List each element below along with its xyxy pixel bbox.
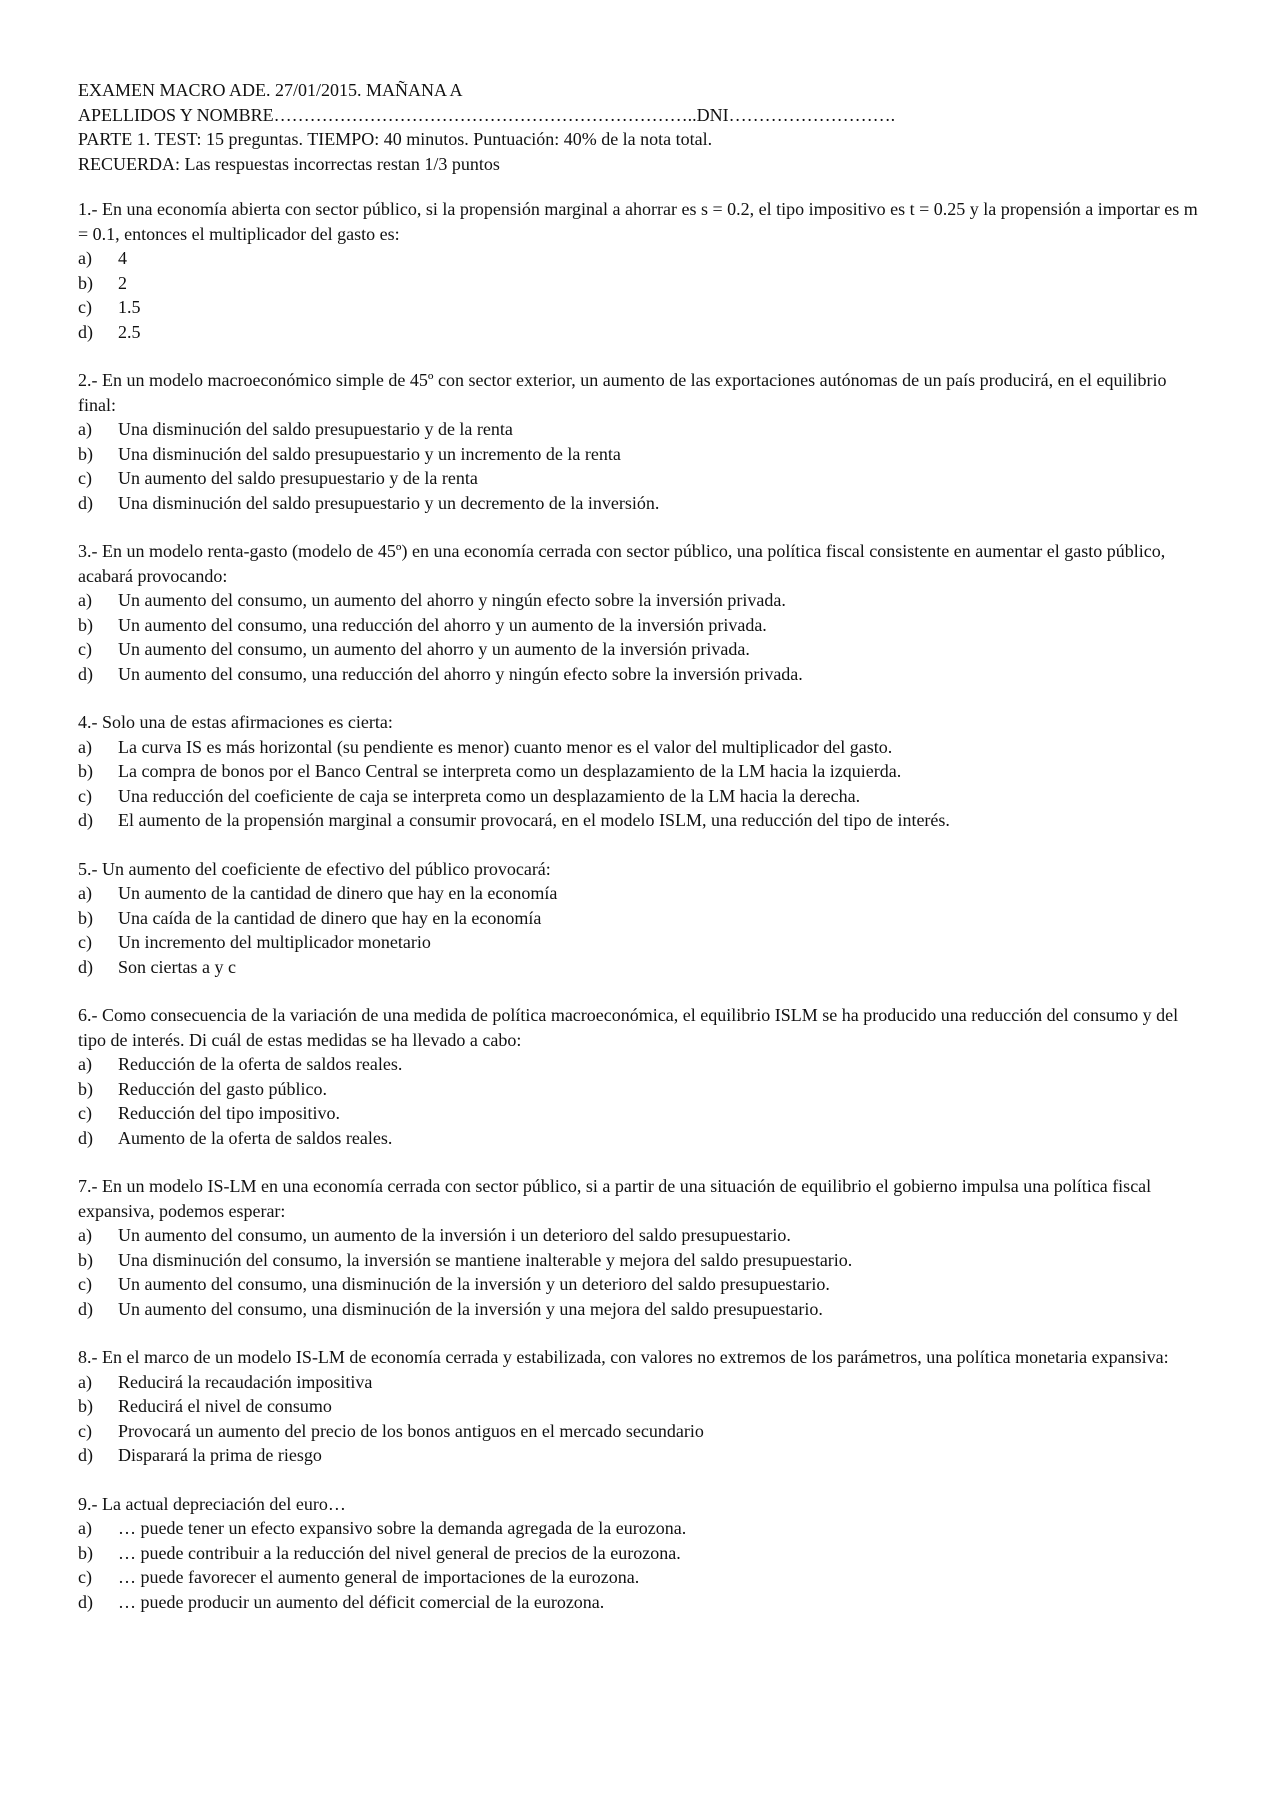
- question-text: 2.- En un modelo macroeconómico simple de 45º con sector exterior, un aumento de las exportaciones autónomas de un país producirá, en el equilibrio final:: [78, 370, 1167, 415]
- question-3: [78, 539, 1203, 686]
- answer-options: [78, 1052, 1203, 1150]
- option-letter: c): [78, 1274, 92, 1294]
- option-letter: d): [78, 663, 93, 684]
- option-letter: d): [78, 492, 93, 513]
- name-dni-line: APELLIDOS Y NOMBRE……………………………………………………………..DNI……………………….: [78, 104, 896, 125]
- answer-option-d: [78, 955, 1203, 980]
- option-text: Un aumento del saldo presupuestario y de la renta: [118, 468, 478, 488]
- question-text: 4.- Solo una de estas afirmaciones es cierta:: [78, 712, 393, 732]
- option-letter: a): [78, 1054, 92, 1074]
- answer-option-b: [78, 1394, 1203, 1419]
- answer-option-d: [78, 1590, 1203, 1615]
- option-letter: d): [78, 1591, 93, 1612]
- option-text: Reducirá el nivel de consumo: [118, 1396, 332, 1416]
- option-letter: c): [78, 1420, 92, 1441]
- option-letter: a): [78, 1518, 92, 1538]
- scoring-reminder: RECUERDA: Las respuestas incorrectas restan 1/3 puntos: [78, 153, 500, 174]
- option-letter: a): [78, 1371, 92, 1392]
- question-text: 5.- Un aumento del coeficiente de efectivo del público provocará:: [78, 858, 551, 879]
- option-text: … puede favorecer el aumento general de importaciones de la eurozona.: [118, 1567, 640, 1587]
- option-letter: b): [78, 443, 93, 464]
- answer-option-b: [78, 759, 1203, 784]
- option-text: Reducción del gasto público.: [118, 1078, 327, 1099]
- option-text: Un aumento del consumo, un aumento del ahorro y un aumento de la inversión privada.: [118, 639, 750, 659]
- option-letter: c): [78, 297, 92, 317]
- option-text: Una disminución del saldo presupuestario y de la renta: [118, 419, 513, 439]
- option-text: … puede contribuir a la reducción del nivel general de precios de la eurozona.: [118, 1542, 681, 1563]
- answer-options: [78, 881, 1203, 979]
- option-letter: b): [78, 1396, 93, 1416]
- option-letter: b): [78, 907, 93, 928]
- answer-option-d: [78, 320, 1203, 345]
- answer-option-d: [78, 662, 1203, 687]
- option-text: Una caída de la cantidad de dinero que hay en la economía: [118, 907, 542, 928]
- answer-option-c: [78, 1272, 1203, 1297]
- answer-option-a: [78, 881, 1203, 906]
- option-letter: d): [78, 321, 93, 342]
- option-letter: d): [78, 1127, 93, 1148]
- option-text: Una reducción del coeficiente de caja se interpreta como un desplazamiento de la LM hacia la derecha.: [118, 785, 861, 806]
- question-6: [78, 1003, 1203, 1150]
- answer-option-d: [78, 1126, 1203, 1151]
- answer-option-a: [78, 735, 1203, 760]
- option-letter: b): [78, 1078, 93, 1099]
- answer-option-d: [78, 1297, 1203, 1322]
- answer-option-a: [78, 417, 1203, 442]
- option-text: Reducción del tipo impositivo.: [118, 1103, 340, 1123]
- option-letter: d): [78, 1445, 93, 1465]
- question-text: 9.- La actual depreciación del euro…: [78, 1493, 346, 1514]
- option-letter: a): [78, 736, 92, 757]
- question-2: [78, 368, 1203, 515]
- option-text: Provocará un aumento del precio de los bonos antiguos en el mercado secundario: [118, 1420, 704, 1441]
- answer-options: [78, 735, 1203, 833]
- answer-option-a: [78, 1052, 1203, 1077]
- option-letter: d): [78, 1298, 93, 1319]
- option-text: La curva IS es más horizontal (su pendiente es menor) cuanto menor es el valor del multiplicador del gasto.: [118, 736, 893, 757]
- part-info: PARTE 1. TEST: 15 preguntas. TIEMPO: 40 minutos. Puntuación: 40% de la nota total.: [78, 129, 713, 149]
- option-letter: b): [78, 1542, 93, 1563]
- answer-option-c: [78, 466, 1203, 491]
- answer-options: [78, 1516, 1203, 1614]
- answer-option-a: [78, 246, 1203, 271]
- answer-option-c: [78, 784, 1203, 809]
- option-text: Una disminución del saldo presupuestario y un decremento de la inversión.: [118, 492, 660, 513]
- option-letter: c): [78, 468, 92, 488]
- option-letter: c): [78, 785, 92, 806]
- answer-option-d: [78, 808, 1203, 833]
- question-text: 8.- En el marco de un modelo IS-LM de economía cerrada y estabilizada, con valores no extremos de los parámetros, una política monetaria expansiva:: [78, 1347, 1169, 1367]
- answer-option-b: [78, 613, 1203, 638]
- option-letter: a): [78, 248, 92, 268]
- option-text: Una disminución del consumo, la inversión se mantiene inalterable y mejora del saldo presupuestario.: [118, 1249, 853, 1270]
- option-text: 4: [118, 248, 127, 268]
- option-text: Son ciertas a y c: [118, 956, 236, 977]
- answer-option-c: [78, 1419, 1203, 1444]
- question-1: [78, 197, 1203, 344]
- question-text: 3.- En un modelo renta-gasto (modelo de 45º) en una economía cerrada con sector público, una política fiscal consistente en aumentar el gasto público, acabará provocando:: [78, 541, 1166, 586]
- option-letter: a): [78, 590, 92, 610]
- option-text: Un aumento del consumo, una reducción del ahorro y ningún efecto sobre la inversión privada.: [118, 663, 803, 684]
- answer-option-b: [78, 1077, 1203, 1102]
- option-text: Un aumento del consumo, una disminución de la inversión y una mejora del saldo presupuestario.: [118, 1298, 823, 1319]
- answer-option-d: [78, 491, 1203, 516]
- answer-option-b: [78, 906, 1203, 931]
- option-letter: c): [78, 1103, 92, 1123]
- question-5: [78, 857, 1203, 980]
- option-text: Un incremento del multiplicador monetario: [118, 932, 431, 952]
- option-text: Un aumento del consumo, un aumento de la inversión i un deterioro del saldo presupuestario.: [118, 1225, 791, 1245]
- option-letter: a): [78, 883, 92, 903]
- question-7: [78, 1174, 1203, 1321]
- answer-option-d: [78, 1443, 1203, 1468]
- option-letter: b): [78, 614, 93, 635]
- question-9: [78, 1492, 1203, 1615]
- option-letter: b): [78, 1249, 93, 1270]
- question-4: [78, 710, 1203, 833]
- option-letter: d): [78, 956, 93, 977]
- option-text: 2: [118, 272, 127, 293]
- option-letter: c): [78, 639, 92, 659]
- answer-option-a: [78, 1516, 1203, 1541]
- option-text: La compra de bonos por el Banco Central se interpreta como un desplazamiento de la LM hacia la izquierda.: [118, 761, 902, 781]
- answer-option-b: [78, 1248, 1203, 1273]
- answer-option-c: [78, 637, 1203, 662]
- answer-option-a: [78, 588, 1203, 613]
- answer-option-b: [78, 442, 1203, 467]
- option-letter: a): [78, 419, 92, 439]
- option-text: … puede producir un aumento del déficit comercial de la eurozona.: [118, 1591, 605, 1612]
- option-text: Una disminución del saldo presupuestario y un incremento de la renta: [118, 443, 621, 464]
- answer-options: [78, 1223, 1203, 1321]
- answer-option-c: [78, 295, 1203, 320]
- option-letter: c): [78, 1567, 92, 1587]
- exam-title: EXAMEN MACRO ADE. 27/01/2015. MAÑANA A: [78, 80, 463, 100]
- option-text: El aumento de la propensión marginal a consumir provocará, en el modelo ISLM, una reducción del tipo de interés.: [118, 810, 950, 830]
- question-text: 1.- En una economía abierta con sector público, si la propensión marginal a ahorrar es s = 0.2, el tipo impositivo es t = 0.25 y la propensión a importar es m = 0.1, entonces el multiplicador del gasto es:: [78, 199, 1198, 244]
- answer-option-c: [78, 930, 1203, 955]
- option-text: … puede tener un efecto expansivo sobre la demanda agregada de la eurozona.: [118, 1518, 687, 1538]
- option-letter: d): [78, 810, 93, 830]
- answer-option-a: [78, 1370, 1203, 1395]
- answer-options: [78, 588, 1203, 686]
- option-text: 2.5: [118, 321, 141, 342]
- option-text: Un aumento de la cantidad de dinero que hay en la economía: [118, 883, 558, 903]
- option-text: Reducirá la recaudación impositiva: [118, 1371, 373, 1392]
- option-text: Reducción de la oferta de saldos reales.: [118, 1054, 403, 1074]
- option-text: 1.5: [118, 297, 141, 317]
- option-letter: c): [78, 932, 92, 952]
- answer-options: [78, 417, 1203, 515]
- question-text: 7.- En un modelo IS-LM en una economía cerrada con sector público, si a partir de una situación de equilibrio el gobierno impulsa una política fiscal expansiva, podemos esperar:: [78, 1176, 1152, 1221]
- answer-option-b: [78, 1541, 1203, 1566]
- option-letter: b): [78, 761, 93, 781]
- answer-options: [78, 1370, 1203, 1468]
- option-text: Un aumento del consumo, un aumento del ahorro y ningún efecto sobre la inversión privada.: [118, 590, 786, 610]
- answer-option-a: [78, 1223, 1203, 1248]
- exam-page: [78, 78, 1203, 1614]
- question-text: 6.- Como consecuencia de la variación de una medida de política macroeconómica, el equilibrio ISLM se ha producido una reducción del consumo y del tipo de interés. Di cuál de estas medidas se ha llevado a cabo:: [78, 1005, 1179, 1050]
- option-text: Aumento de la oferta de saldos reales.: [118, 1127, 393, 1148]
- answer-option-b: [78, 271, 1203, 296]
- option-text: Disparará la prima de riesgo: [118, 1445, 322, 1465]
- answer-option-c: [78, 1101, 1203, 1126]
- option-letter: b): [78, 272, 93, 293]
- option-text: Un aumento del consumo, una reducción del ahorro y un aumento de la inversión privada.: [118, 614, 767, 635]
- option-text: Un aumento del consumo, una disminución de la inversión y un deterioro del saldo presupuestario.: [118, 1274, 830, 1294]
- answer-option-c: [78, 1565, 1203, 1590]
- question-8: [78, 1345, 1203, 1468]
- answer-options: [78, 246, 1203, 344]
- option-letter: a): [78, 1225, 92, 1245]
